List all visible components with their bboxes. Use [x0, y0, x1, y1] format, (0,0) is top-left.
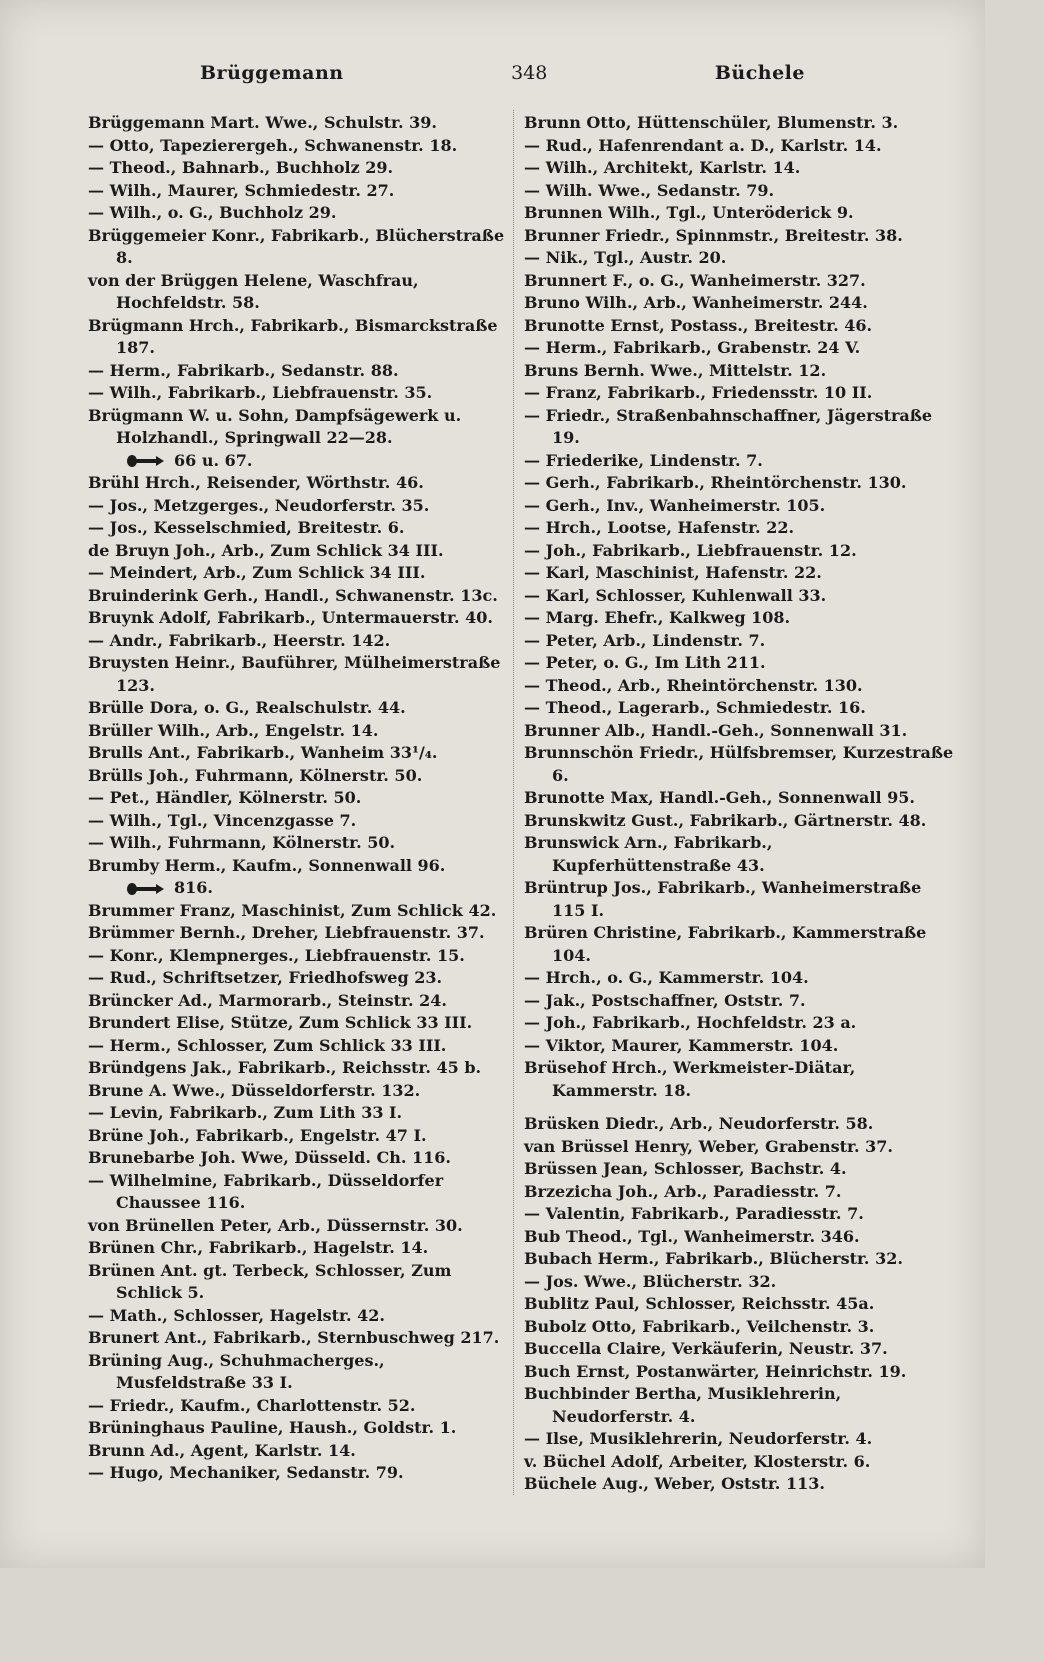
list-item: — Ilse, Musiklehrerin, Neudorferstr. 4.	[524, 1429, 873, 1448]
list-item: Bruns Bernh. Wwe., Mittelstr. 12.	[524, 360, 827, 380]
list-item: — Peter, Arb., Lindenstr. 7.	[524, 630, 766, 650]
list-item: van Brüssel Henry, Weber, Grabenstr. 37.	[524, 1136, 893, 1156]
list-item: Brunotte Max, Handl.-Geh., Sonnenwall 95.	[524, 788, 915, 807]
list-item: Brunner Friedr., Spinnmstr., Breitestr. 38.	[524, 225, 903, 245]
list-item: Brundert Elise, Stütze, Zum Schlick 33 III.	[88, 1013, 473, 1032]
list-item: Brzezicha Joh., Arb., Paradiesstr. 7.	[524, 1181, 842, 1201]
list-item: — Konr., Klempnerges., Liebfrauenstr. 15.	[88, 945, 465, 965]
list-item: Brüggemeier Konr., Fabrikarb., Blücherstraße 8.	[88, 225, 505, 267]
list-item: Brügmann W. u. Sohn, Dampfsägewerk u. Holzhandl., Springwall 22—28.	[88, 405, 462, 447]
list-item: Buccella Claire, Verkäuferin, Neustr. 37.	[524, 1339, 888, 1358]
telephone-line	[88, 877, 520, 900]
list-item: — Andr., Fabrikarb., Heerstr. 142.	[88, 630, 391, 650]
list-item: v. Büchel Adolf, Arbeiter, Klosterstr. 6.	[524, 1451, 871, 1471]
telephone-icon	[126, 454, 166, 468]
list-item: — Theod., Bahnarb., Buchholz 29.	[88, 158, 394, 177]
list-item: Bruysten Heinr., Bauführer, Mülheimerstraße 123.	[88, 653, 501, 695]
list-item: — Gerh., Inv., Wanheimerstr. 105.	[524, 495, 826, 515]
list-item: — Meindert, Arb., Zum Schlick 34 III.	[88, 563, 426, 582]
list-item: — Hrch., Lootse, Hafenstr. 22.	[524, 518, 795, 537]
telephone-line	[88, 450, 520, 473]
list-item: — Jos. Wwe., Blücherstr. 32.	[524, 1271, 777, 1291]
list-item: — Karl, Maschinist, Hafenstr. 22.	[524, 563, 822, 582]
list-item: Brühl Hrch., Reisender, Wörthstr. 46.	[88, 473, 424, 492]
telephone-number: 816.	[174, 878, 213, 897]
right-column	[524, 112, 956, 1496]
list-item: — Wilh., Fabrikarb., Liebfrauenstr. 35.	[88, 383, 433, 402]
list-item: Büchele Aug., Weber, Oststr. 113.	[524, 1474, 825, 1493]
list-item: — Peter, o. G., Im Lith 211.	[524, 653, 766, 672]
telephone-icon	[126, 882, 166, 896]
list-item: von Brünellen Peter, Arb., Düssernstr. 30.	[88, 1215, 463, 1235]
list-item: Buchbinder Bertha, Musiklehrerin, Neudorferstr. 4.	[524, 1384, 842, 1426]
list-item: Bubolz Otto, Fabrikarb., Veilchenstr. 3.	[524, 1316, 875, 1336]
list-item: Brunswick Arn., Fabrikarb., Kupferhüttenstraße 43.	[524, 833, 773, 875]
list-item: Brüning Aug., Schuhmacherges., Musfeldstraße 33 I.	[88, 1350, 385, 1392]
list-item: — Friedr., Straßenbahnschaffner, Jägerstraße 19.	[524, 405, 933, 447]
list-item: Brummer Franz, Maschinist, Zum Schlick 42.	[88, 900, 497, 920]
header-right-word: Büchele	[714, 62, 805, 84]
list-item: Brüncker Ad., Marmorarb., Steinstr. 24.	[88, 990, 447, 1010]
list-item: — Jak., Postschaffner, Oststr. 7.	[524, 990, 806, 1010]
list-item: — Pet., Händler, Kölnerstr. 50.	[88, 788, 362, 807]
list-item: Brülle Dora, o. G., Realschulstr. 44.	[88, 698, 406, 717]
list-item: Brunnen Wilh., Tgl., Unteröderick 9.	[524, 203, 854, 222]
list-item: Brunnert F., o. G., Wanheimerstr. 327.	[524, 270, 866, 290]
list-item: — Joh., Fabrikarb., Liebfrauenstr. 12.	[524, 540, 857, 560]
list-item: Bründgens Jak., Fabrikarb., Reichsstr. 45 b.	[88, 1058, 482, 1077]
list-item: Brune A. Wwe., Düsseldorferstr. 132.	[88, 1080, 421, 1100]
list-item: — Herm., Fabrikarb., Sedanstr. 88.	[88, 360, 399, 380]
list-item: Bub Theod., Tgl., Wanheimerstr. 346.	[524, 1226, 860, 1246]
list-item: Brunn Ad., Agent, Karlstr. 14.	[88, 1440, 356, 1460]
list-item: — Wilh., Architekt, Karlstr. 14.	[524, 158, 801, 177]
list-item: — Jos., Metzgerges., Neudorferstr. 35.	[88, 495, 430, 515]
list-item: Brünen Chr., Fabrikarb., Hagelstr. 14.	[88, 1238, 429, 1257]
list-item: Brüsken Diedr., Arb., Neudorferstr. 58.	[524, 1114, 874, 1133]
list-item: de Bruyn Joh., Arb., Zum Schlick 34 III.	[88, 540, 444, 560]
list-item: — Jos., Kesselschmied, Breitestr. 6.	[88, 518, 405, 537]
list-item: — Friederike, Lindenstr. 7.	[524, 450, 763, 470]
list-item: — Rud., Hafenrendant a. D., Karlstr. 14.	[524, 135, 882, 155]
page-header	[200, 62, 805, 92]
list-item: — Marg. Ehefr., Kalkweg 108.	[524, 608, 791, 627]
list-item: Brumby Herm., Kaufm., Sonnenwall 96.	[88, 855, 446, 875]
list-item: Brulls Ant., Fabrikarb., Wanheim 33¹/₄.	[88, 743, 438, 762]
page-number: 348	[511, 62, 548, 84]
list-item: — Franz, Fabrikarb., Friedensstr. 10 II.	[524, 383, 873, 402]
list-item: Brüggemann Mart. Wwe., Schulstr. 39.	[88, 113, 437, 132]
list-item: — Hrch., o. G., Kammerstr. 104.	[524, 968, 809, 987]
list-item: Brügmann Hrch., Fabrikarb., Bismarckstraße 187.	[88, 315, 498, 357]
list-item: Brüntrup Jos., Fabrikarb., Wanheimerstraße 115 I.	[524, 878, 922, 920]
list-item: Brüninghaus Pauline, Haush., Goldstr. 1.	[88, 1418, 457, 1437]
list-item: — Math., Schlosser, Hagelstr. 42.	[88, 1305, 385, 1325]
list-item: Brunert Ant., Fabrikarb., Sternbuschweg 217.	[88, 1328, 500, 1347]
list-item: Brüne Joh., Fabrikarb., Engelstr. 47 I.	[88, 1125, 427, 1145]
list-item: — Theod., Lagerarb., Schmiedestr. 16.	[524, 698, 866, 717]
left-column	[88, 112, 520, 1485]
list-item: Brüssen Jean, Schlosser, Bachstr. 4.	[524, 1159, 847, 1178]
header-left-word: Brüggemann	[200, 62, 344, 84]
list-item: — Rud., Schriftsetzer, Friedhofsweg 23.	[88, 968, 443, 987]
list-item: Brümmer Bernh., Dreher, Liebfrauenstr. 37.	[88, 923, 485, 942]
list-item: — Wilh. Wwe., Sedanstr. 79.	[524, 180, 775, 200]
entry-gap	[524, 1102, 956, 1113]
list-item: Brüller Wilh., Arb., Engelstr. 14.	[88, 720, 379, 740]
list-item: — Hugo, Mechaniker, Sedanstr. 79.	[88, 1463, 404, 1482]
list-item: Bublitz Paul, Schlosser, Reichsstr. 45a.	[524, 1294, 875, 1313]
list-item: — Joh., Fabrikarb., Hochfeldstr. 23 a.	[524, 1013, 857, 1032]
list-item: Bruno Wilh., Arb., Wanheimerstr. 244.	[524, 293, 868, 312]
list-item: — Karl, Schlosser, Kuhlenwall 33.	[524, 585, 827, 605]
list-item: — Nik., Tgl., Austr. 20.	[524, 248, 727, 267]
list-item: — Herm., Fabrikarb., Grabenstr. 24 V.	[524, 338, 861, 357]
list-item: — Herm., Schlosser, Zum Schlick 33 III.	[88, 1035, 447, 1055]
list-item: — Wilhelmine, Fabrikarb., Düsseldorfer Chaussee 116.	[88, 1170, 444, 1212]
list-item: von der Brüggen Helene, Waschfrau, Hochfeldstr. 58.	[88, 270, 419, 312]
list-item: Brunnschön Friedr., Hülfsbremser, Kurzestraße 6.	[524, 743, 954, 785]
list-item: Buch Ernst, Postanwärter, Heinrichstr. 19.	[524, 1361, 907, 1381]
list-item: — Gerh., Fabrikarb., Rheintörchenstr. 130.	[524, 473, 907, 492]
list-item: — Levin, Fabrikarb., Zum Lith 33 I.	[88, 1103, 403, 1122]
list-item: — Friedr., Kaufm., Charlottenstr. 52.	[88, 1395, 416, 1415]
list-item: Brünen Ant. gt. Terbeck, Schlosser, Zum Schlick 5.	[88, 1260, 452, 1302]
list-item: — Viktor, Maurer, Kammerstr. 104.	[524, 1035, 839, 1055]
list-item: — Valentin, Fabrikarb., Paradiesstr. 7.	[524, 1204, 864, 1223]
telephone-number: 66 u. 67.	[174, 450, 253, 470]
list-item: Brunotte Ernst, Postass., Breitestr. 46.	[524, 315, 873, 335]
list-item: Brunskwitz Gust., Fabrikarb., Gärtnerstr. 48.	[524, 810, 927, 830]
list-item: Brüren Christine, Fabrikarb., Kammerstraße 104.	[524, 923, 927, 965]
list-item: — Wilh., Tgl., Vincenzgasse 7.	[88, 810, 357, 830]
list-item: — Theod., Arb., Rheintörchenstr. 130.	[524, 675, 863, 695]
list-item: — Wilh., Fuhrmann, Kölnerstr. 50.	[88, 833, 396, 852]
list-item: — Wilh., o. G., Buchholz 29.	[88, 203, 337, 222]
list-item: Brunebarbe Joh. Wwe, Düsseld. Ch. 116.	[88, 1148, 451, 1167]
list-item: Brülls Joh., Fuhrmann, Kölnerstr. 50.	[88, 765, 423, 785]
list-item: Bruinderink Gerh., Handl., Schwanenstr. 13c.	[88, 585, 498, 605]
list-item: Bruynk Adolf, Fabrikarb., Untermauerstr. 40.	[88, 608, 493, 627]
list-item: Brunner Alb., Handl.-Geh., Sonnenwall 31.	[524, 720, 908, 740]
list-item: Brunn Otto, Hüttenschüler, Blumenstr. 3.	[524, 113, 899, 132]
list-item: Bubach Herm., Fabrikarb., Blücherstr. 32.	[524, 1249, 903, 1268]
list-item: Brüsehof Hrch., Werkmeister-Diätar, Kammerstr. 18.	[524, 1058, 856, 1100]
list-item: — Otto, Tapezierergeh., Schwanenstr. 18.	[88, 135, 458, 155]
list-item: — Wilh., Maurer, Schmiedestr. 27.	[88, 180, 395, 200]
